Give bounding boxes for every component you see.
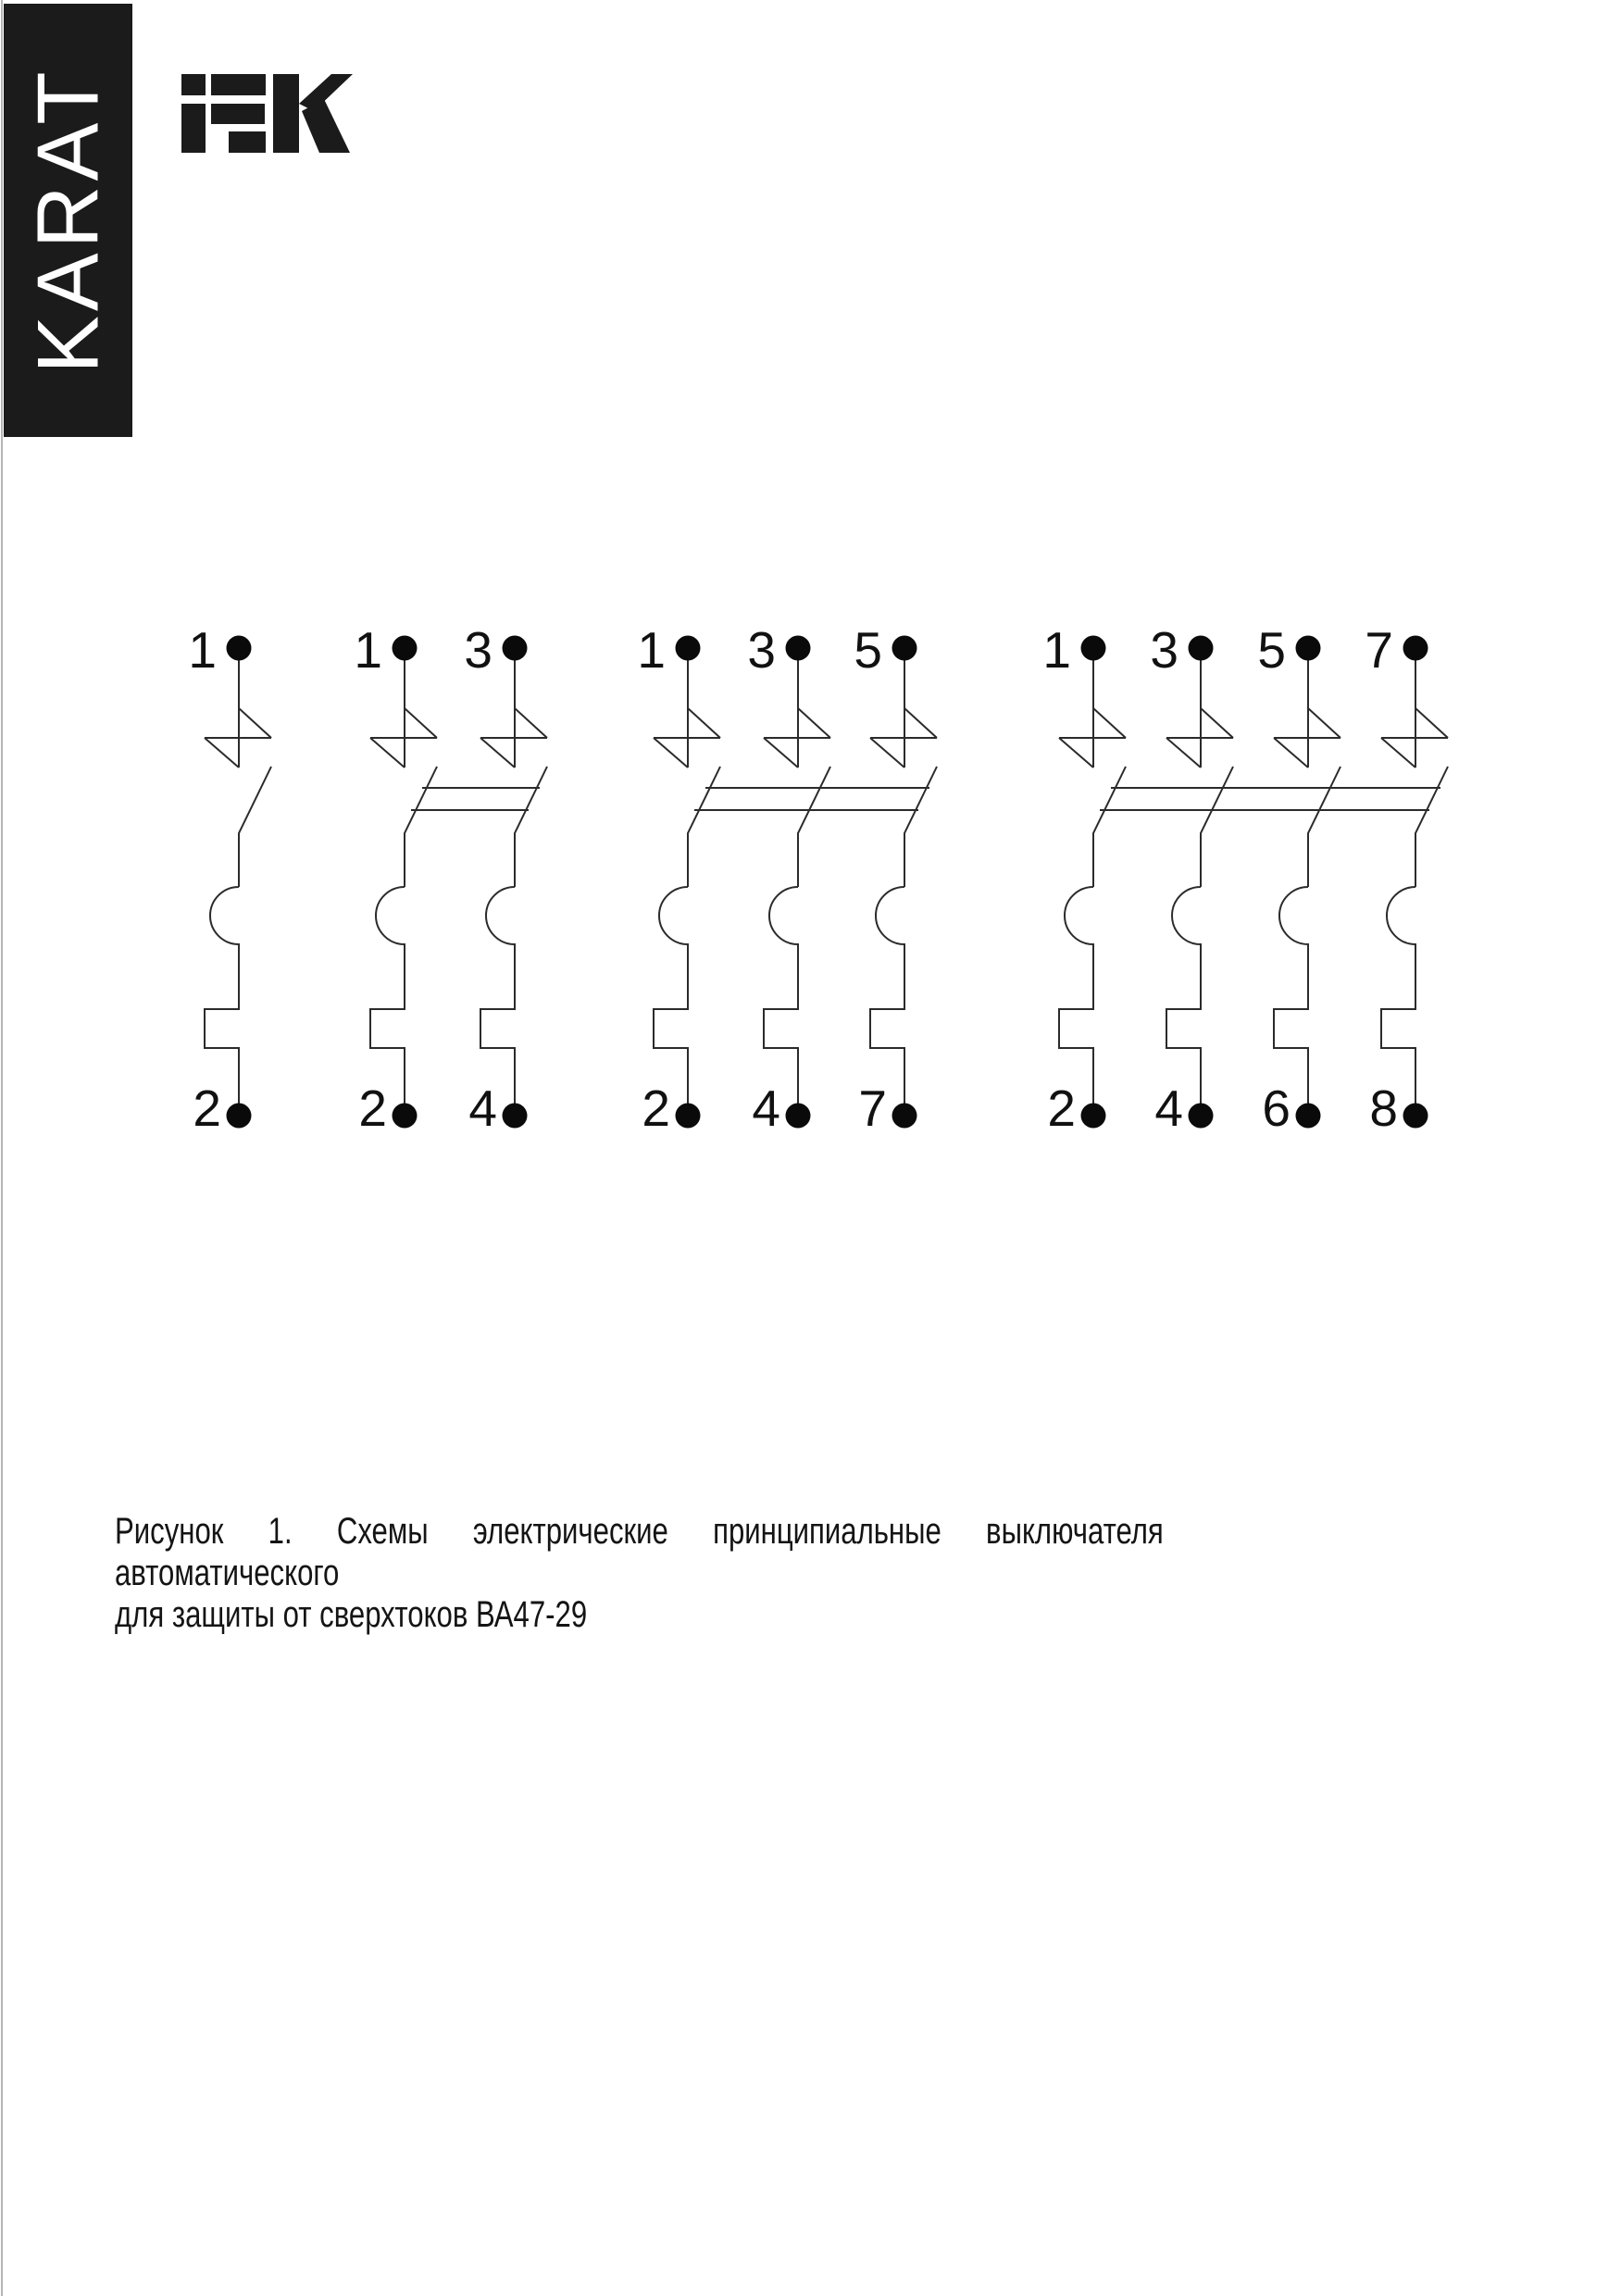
pole-top-terminal-dot [227,636,252,661]
figure-caption-line-1: Рисунок 1. Схемы электрические принципиальные выключателя автоматического [115,1511,1164,1593]
pole-bottom-terminal-label: 2 [1047,1079,1076,1137]
pole-top-terminal-dot [503,636,528,661]
pole-top-terminal-label: 1 [188,621,217,679]
pole-bottom-terminal-dot [1081,1104,1106,1129]
pole-bottom-terminal-label: 4 [1154,1079,1183,1137]
diagram-3pole [637,621,937,1137]
pole-symbol [1059,648,1126,1104]
pole-top-terminal-label: 1 [637,621,666,679]
pole-bottom-terminal-dot [676,1104,701,1129]
pole-top-terminal-dot [676,636,701,661]
karat-banner-label: KARAT [19,67,117,374]
pole-top-terminal-label: 1 [1042,621,1071,679]
pole-symbol [654,648,720,1104]
tie-bar-lines [1100,788,1440,810]
tie-bar-lines [411,788,540,810]
pole-top-terminal-label: 5 [1257,621,1286,679]
pole-bottom-terminal-dot [786,1104,811,1129]
pole-top-terminal-dot [1403,636,1428,661]
pole-bottom-terminal-dot [1189,1104,1214,1129]
pole-symbol [870,648,937,1104]
diagram-4pole [1042,621,1448,1137]
pole-bottom-terminal-label: 4 [468,1079,497,1137]
pole-bottom-terminal-dot [1403,1104,1428,1129]
pole-symbol [370,648,437,1104]
pole-top-terminal-dot [1081,636,1106,661]
pole-symbol [205,648,271,1104]
pole-top-terminal-dot [892,636,917,661]
pole-top-terminal-dot [1189,636,1214,661]
pole-symbol [1274,648,1340,1104]
pole-bottom-terminal-label: 2 [193,1079,221,1137]
pole-bottom-terminal-dot [227,1104,252,1129]
diagram-2pole [354,621,547,1137]
pole-top-terminal-dot [1296,636,1321,661]
pole-top-terminal-label: 1 [354,621,382,679]
pole-top-terminal-label: 3 [747,621,776,679]
pole-top-terminal-label: 5 [854,621,882,679]
figure-caption-line-2: для защиты от сверхтоков ВА47-29 [115,1594,588,1635]
pole-bottom-terminal-label: 2 [642,1079,670,1137]
pole-symbol [764,648,830,1104]
pole-bottom-terminal-label: 6 [1262,1079,1291,1137]
pole-top-terminal-dot [393,636,418,661]
pole-top-terminal-label: 3 [1150,621,1178,679]
pole-bottom-terminal-dot [1296,1104,1321,1129]
pole-top-terminal-label: 3 [464,621,493,679]
diagram-1pole [188,621,271,1137]
pole-bottom-terminal-label: 2 [358,1079,387,1137]
pole-symbol [480,648,547,1104]
pole-bottom-terminal-label: 7 [858,1079,887,1137]
pole-top-terminal-label: 7 [1365,621,1393,679]
pole-bottom-terminal-label: 8 [1369,1079,1398,1137]
figure-caption [115,1511,1164,1636]
pole-symbol [1166,648,1233,1104]
pole-bottom-terminal-label: 4 [752,1079,780,1137]
pole-bottom-terminal-dot [892,1104,917,1129]
pole-symbol [1381,648,1448,1104]
pole-bottom-terminal-dot [393,1104,418,1129]
pole-top-terminal-dot [786,636,811,661]
pole-bottom-terminal-dot [503,1104,528,1129]
